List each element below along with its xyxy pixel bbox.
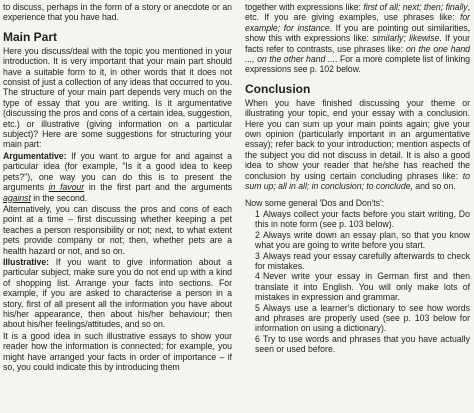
list-item	[255, 209, 470, 230]
sequence-phrases: first of all; next; then; finally	[363, 2, 468, 12]
concluding-phrases: to sum up; all in all; in conclusion; to conclude,	[245, 170, 470, 192]
linking-text-1: together with expressions like:	[245, 2, 364, 12]
list-item	[255, 230, 470, 251]
list-item-number: 1	[255, 208, 260, 219]
linking-text-3: . If you are pointing out similarities, show this with expressions like:	[245, 22, 471, 44]
linking-text-2: , etc. If you are giving examples, use phrases like:	[245, 2, 470, 23]
conclusion-heading: Conclusion	[245, 81, 311, 96]
argumentative-paragraph	[3, 151, 232, 203]
dos-donts-list	[245, 209, 470, 355]
right-column	[237, 0, 474, 413]
intro-continuation: to discuss, perhaps in the form of a story or anecdote or an experience that you have had.	[3, 2, 232, 23]
linking-text-5: . For a more complete list of linking expressions see p. 102 below.	[245, 54, 470, 75]
list-item-text: Try to use words and phrases that you have actually seen or used before.	[255, 333, 470, 355]
list-item-number: 2	[255, 229, 260, 240]
list-item-number: 4	[255, 271, 260, 282]
argumentative-text-3: in the second.	[30, 192, 88, 203]
list-item-text: Always read your essay carefully afterwards to check for mistakes.	[255, 250, 470, 271]
main-part-paragraph: Here you discuss/deal with the topic you mentioned in your introduction. It is very important that your main part should have a suitable form to it, in other words that it does not consist of just a collection of any ideas that occurred to you. The structure of your main part depends very much on the type of essay that you are writing. Is it argumentative (discussing the pros and cons of a certain idea, suggestion, etc.) or illustrative (giving information on a particular subject)? Here are some suggestions for structuring your main part:	[3, 45, 232, 150]
list-item-number: 3	[255, 250, 260, 261]
list-item	[255, 251, 470, 272]
good-idea-paragraph: It is a good idea in such illustrative essays to show your reader how the information is connected; for example, you might have arranged your facts in order of importance – if so, you could indicate this by introducing them	[3, 330, 232, 372]
list-item	[255, 334, 470, 355]
illustrative-label: Illustrative:	[3, 256, 50, 267]
list-item-text: Always write down an essay plan, so that you know what you are going to write before you start.	[255, 229, 470, 251]
against-phrase: against	[3, 192, 31, 203]
conclusion-text-1: When you have finished discussing your theme or illustrating your topic, end your essay with a conclusion. Here you can sum up your main points again; give your own opinion (particularly important in an argumentative essay); refer back to your introduction; mention aspects of the subject you did not discuss in detail. It is also a good idea to show your reader that he/she has reached the conclusion by using certain concluding phrases like:	[245, 97, 470, 181]
illustrative-text: If you want to give information about a particular subject, make sure you do not end up with a kind of shopping list. Arrange your facts into sections. For example, if you are asked to characterise a person in a story, first of all present all the information you have about his/her appearance, then about his/her behaviour; then about his/her feelings/attitudes, and so on.	[3, 256, 232, 330]
list-item-number: 6	[255, 333, 260, 344]
argumentative-text-2: in the first part and the arguments	[84, 182, 232, 193]
list-item	[255, 271, 470, 302]
conclusion-paragraph	[245, 98, 470, 192]
list-item-number: 5	[255, 302, 260, 313]
contrast-phrases: on the one hand ..., on the other hand ...	[245, 43, 470, 65]
example-phrases: for example; for instance	[245, 12, 470, 33]
alternatively-paragraph: Alternatively, you can discuss the pros and cons of each point at a time – first discussing whether keeping a pet teaches a person responsibility or not; next, to what extent pets provide company or not; then, whether pets are a health hazard or not, and so on.	[3, 203, 232, 256]
similarity-phrases: similarly; likewise	[372, 33, 440, 44]
dos-donts-intro: Now some general 'Dos and Don'ts':	[245, 197, 385, 208]
list-item	[255, 303, 470, 334]
argumentative-text-1: If you want to argue for and against a particular idea (for example, "Is it a good idea to keep pets?"), one way you can do this is to present the arguments	[3, 150, 232, 193]
main-part-heading: Main Part	[3, 29, 58, 44]
illustrative-paragraph	[3, 257, 232, 330]
list-item-text: Never write your essay in German first and then translate it into English. You will only make lots of mistakes in expression and grammar.	[255, 271, 470, 303]
list-item-text: Always collect your facts before you start writing. Do this in note form (see p. 103 below).	[255, 208, 470, 230]
argumentative-label: Argumentative:	[3, 150, 67, 161]
list-item-text: Always use a learner's dictionary to see how words and phrases are properly used (see p. 103 below for information on using a dictionary).	[255, 302, 470, 334]
conclusion-text-2: and so on.	[412, 181, 456, 192]
linking-expressions-paragraph	[245, 2, 470, 75]
linking-text-4: . If your facts refer to contrasts, use phrases like:	[245, 33, 470, 54]
in-favour-phrase: in favour	[48, 182, 85, 193]
